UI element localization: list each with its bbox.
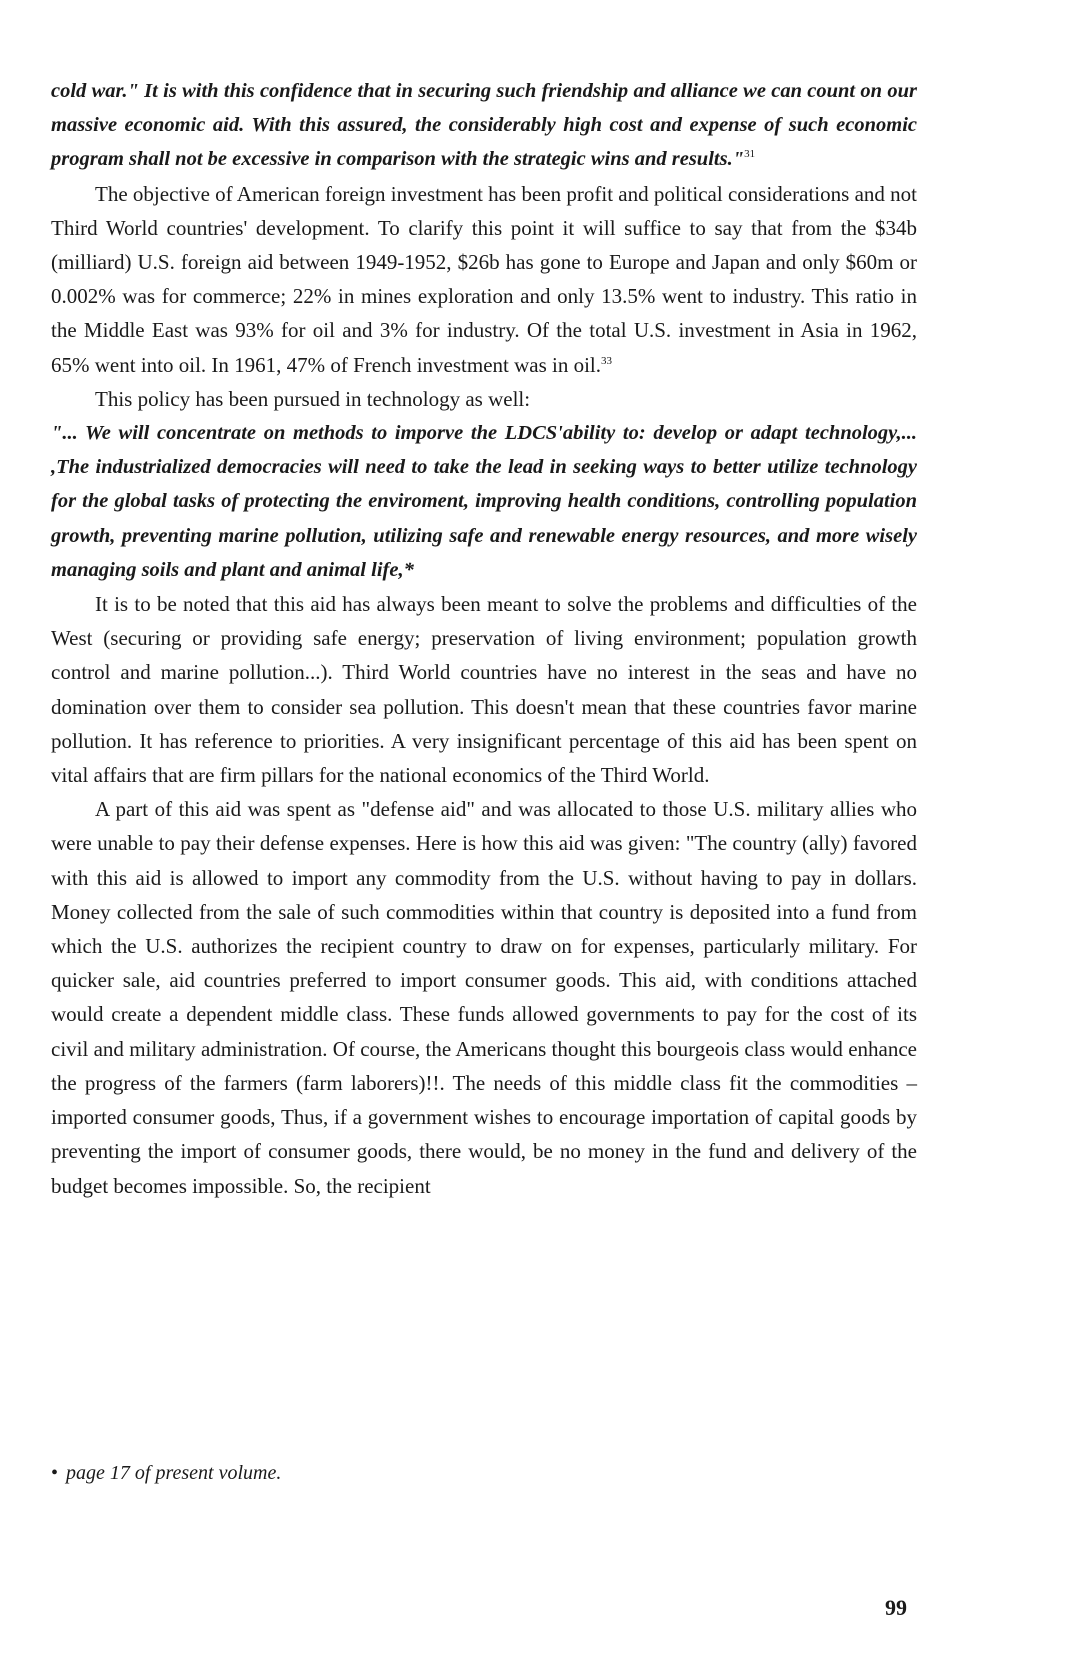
page-number: 99 [885, 1595, 907, 1620]
paragraph-text: The objective of American foreign investment has been profit and political considerations and not Third World countries' development. To clarify this point it will suffice to say that from the $34b (milliard) U.S. foreign aid between 1949-1952, $26b has gone to Europe and Japan and only $60m or 0.002% was for commerce; 22% in mines exploration and only 13.5% went to industry. This ratio in the Middle East was 93% for oil and 3% for industry. Of the total U.S. investment in Asia in 1962, 65% went into oil. In 1961, 47% of French investment was in oil. [51, 181, 917, 377]
paragraph-technology-policy: This policy has been pursued in technology as well: [95, 386, 531, 411]
paragraph-defense-aid: A part of this aid was spent as "defense aid" and was allocated to those U.S. military allies who were unable to pay their defense expenses. Here is how this aid was given: "The country (ally) favored with this aid is allowed to import any commodity from the U.S. without having to pay in dollars. Money collected from the sale of such commodities within that country is deposited into a fund from which the U.S. authorizes the recipient country to draw on for expenses, particularly military. For quicker sale, aid countries preferred to import consumer goods. This aid, with conditions attached would create a dependent middle class. These funds allowed governments to pay for the cost of its civil and military administration. Of course, the Americans thought this bourgeois class would enhance the progress of the farmers (farm laborers)!!. The needs of this middle class fit the commodities – imported consumer goods, Thus, if a government wishes to encourage importation of capital goods by preventing the import of consumer goods, there would, be no money in the fund and delivery of the budget becomes impossible. So, the recipient [51, 797, 917, 1198]
quote-paragraph-technology: "... We will concentrate on methods to imporve the LDCS'ability to: develop or adapt technology,... ,The industrialized democracies will need to take the lead in seeking ways to better utilize technology for the global tasks of protecting the enviroment, improving health conditions, controlling population growth, preventing marine pollution, utilizing safe and renewable energy resources, and more wisely managing soils and plant and animal life,* [51, 422, 917, 581]
reference-number: 31 [744, 148, 756, 161]
page-body [51, 74, 917, 1203]
footnote-text: page 17 of present volume. [66, 1462, 282, 1484]
footnote-marker: • [51, 1462, 59, 1484]
reference-number: 33 [601, 354, 613, 367]
quote-text: cold war." It is with this confidence that in securing such friendship and alliance we can count on our massive economic aid. With this assured, the considerably high cost and expense of such economic program shall not be excessive in comparison with the strategic wins and results." [51, 80, 917, 171]
quote-paragraph-cold-war [51, 74, 917, 177]
paragraph-western-problems: It is to be noted that this aid has always been meant to solve the problems and difficulties of the West (securing or providing safe energy; preservation of living environment; population growth control and marine pollution...). Third World countries have no interest in the seas and have no domination over them to consider sea pollution. This doesn't mean that these countries favor marine pollution. It has reference to priorities. A very insignificant percentage of this aid has been spent on vital affairs that are firm pillars for the national economics of the Third World. [51, 592, 917, 788]
paragraph-foreign-investment [51, 177, 917, 382]
footnote [51, 1462, 281, 1485]
